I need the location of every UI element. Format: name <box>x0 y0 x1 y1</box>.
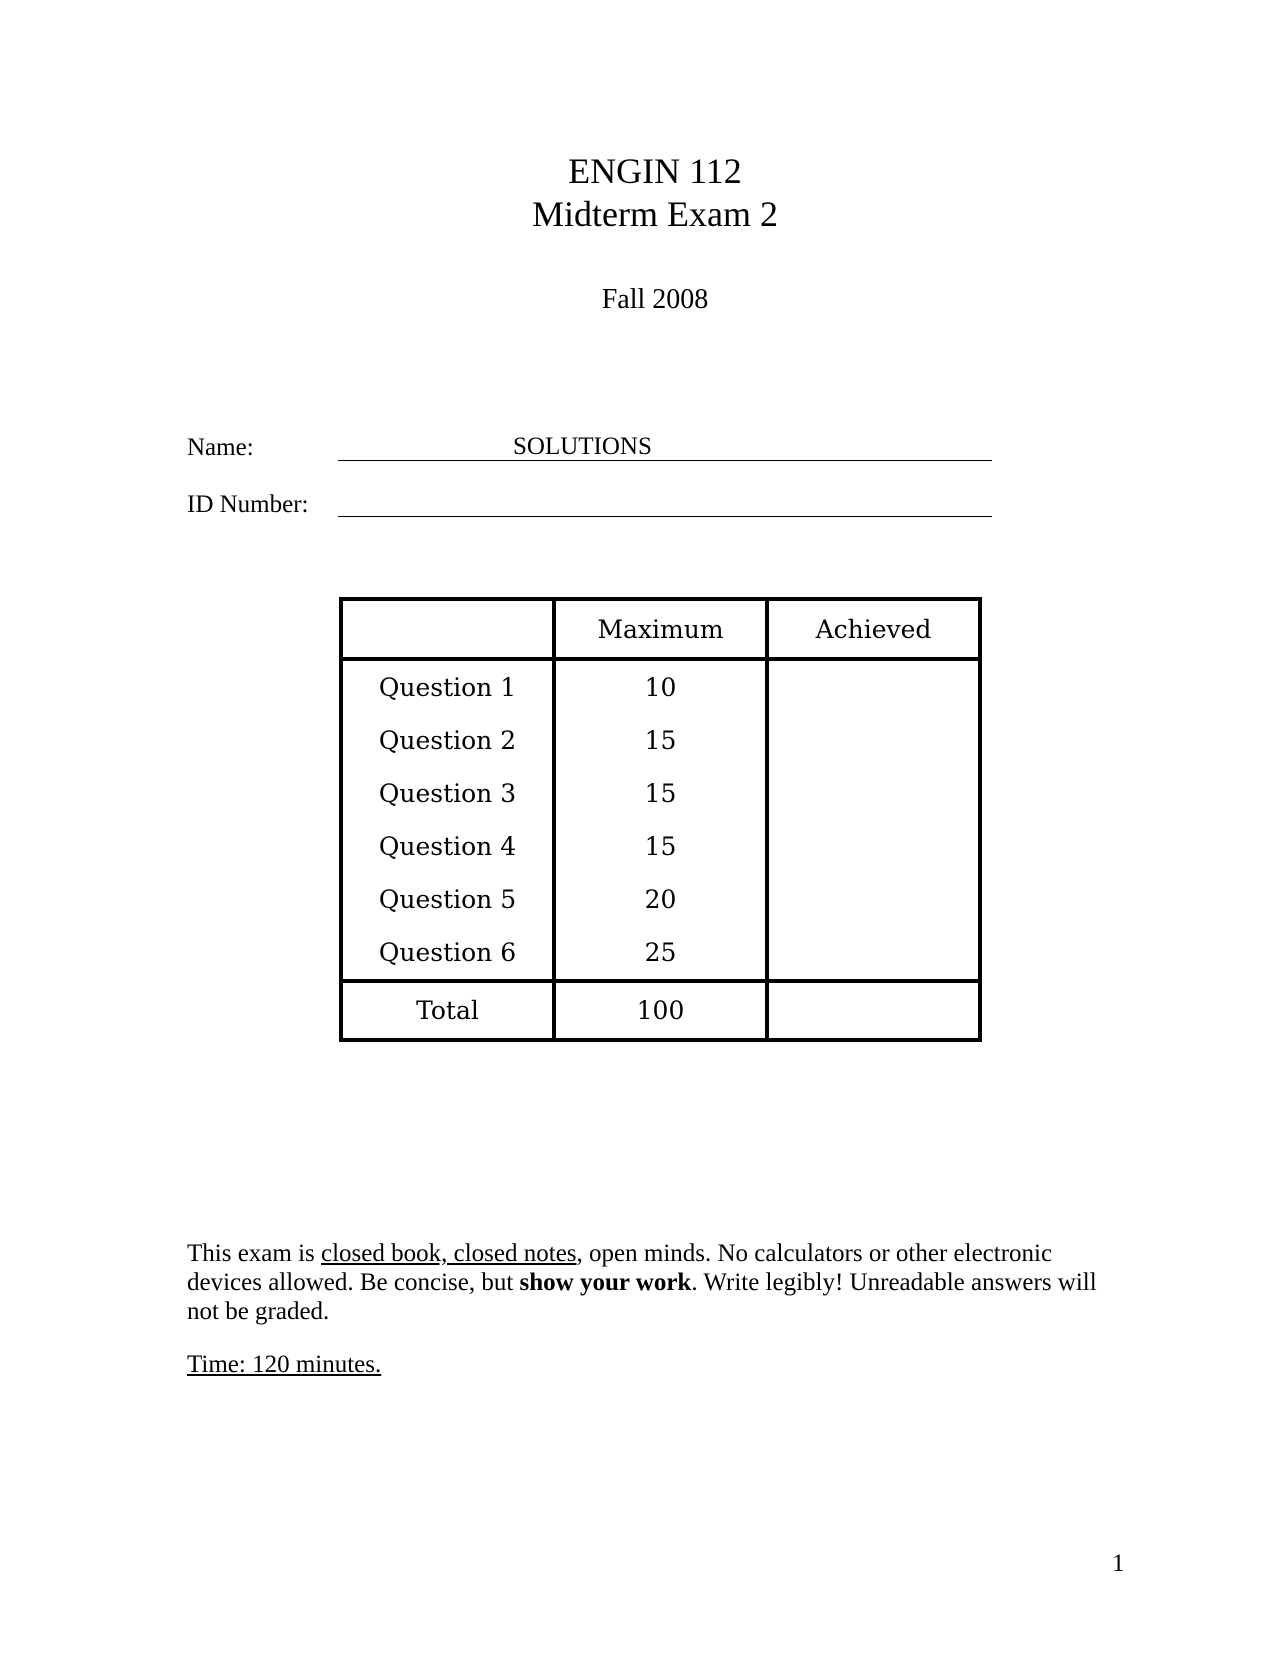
course-title: ENGIN 112 <box>568 151 742 191</box>
exam-title: Midterm Exam 2 <box>532 194 778 234</box>
question-achieved <box>767 714 980 767</box>
question-achieved <box>767 767 980 820</box>
instructions-intro: This exam is <box>187 1240 322 1267</box>
question-label: Question 5 <box>341 873 554 926</box>
question-maximum: 10 <box>554 659 767 714</box>
time-limit: Time: 120 minutes. <box>187 1351 382 1378</box>
exam-instructions <box>187 1239 1107 1326</box>
name-label: Name: <box>187 434 254 461</box>
score-table <box>339 597 982 1042</box>
question-achieved <box>767 820 980 873</box>
name-field <box>338 432 992 461</box>
question-achieved <box>767 926 980 981</box>
instructions-middle: , open minds. No calculators or other electronic devices allowed. Be concise, but <box>187 1240 1053 1296</box>
table-row <box>341 820 980 873</box>
question-label: Question 4 <box>341 820 554 873</box>
question-label: Question 2 <box>341 714 554 767</box>
table-row <box>341 873 980 926</box>
question-maximum: 15 <box>554 714 767 767</box>
header-maximum: Maximum <box>554 599 767 659</box>
question-maximum: 15 <box>554 820 767 873</box>
question-maximum: 15 <box>554 767 767 820</box>
id-label: ID Number: <box>187 491 309 518</box>
table-row <box>341 659 980 714</box>
exam-term: Fall 2008 <box>601 284 709 315</box>
instructions-end: . Write legibly! Unreadable answers will not be graded. <box>187 1269 1097 1325</box>
id-field <box>338 488 992 517</box>
header-label-cell <box>341 599 554 659</box>
table-row <box>341 926 980 981</box>
question-achieved <box>767 873 980 926</box>
total-label: Total <box>341 981 554 1040</box>
table-row <box>341 714 980 767</box>
page-number: 1 <box>1112 1550 1125 1577</box>
total-maximum: 100 <box>554 981 767 1040</box>
header-achieved: Achieved <box>767 599 980 659</box>
total-achieved <box>767 981 980 1040</box>
total-row <box>341 981 980 1040</box>
closed-materials-text: closed book, closed notes <box>321 1240 577 1267</box>
table-row <box>341 767 980 820</box>
score-table-header-row <box>341 599 980 659</box>
question-label: Question 6 <box>341 926 554 981</box>
question-achieved <box>767 659 980 714</box>
question-label: Question 3 <box>341 767 554 820</box>
name-value: SOLUTIONS <box>513 433 652 460</box>
show-work-emphasis: show your work <box>519 1269 692 1296</box>
question-label: Question 1 <box>341 659 554 714</box>
question-maximum: 25 <box>554 926 767 981</box>
question-maximum: 20 <box>554 873 767 926</box>
